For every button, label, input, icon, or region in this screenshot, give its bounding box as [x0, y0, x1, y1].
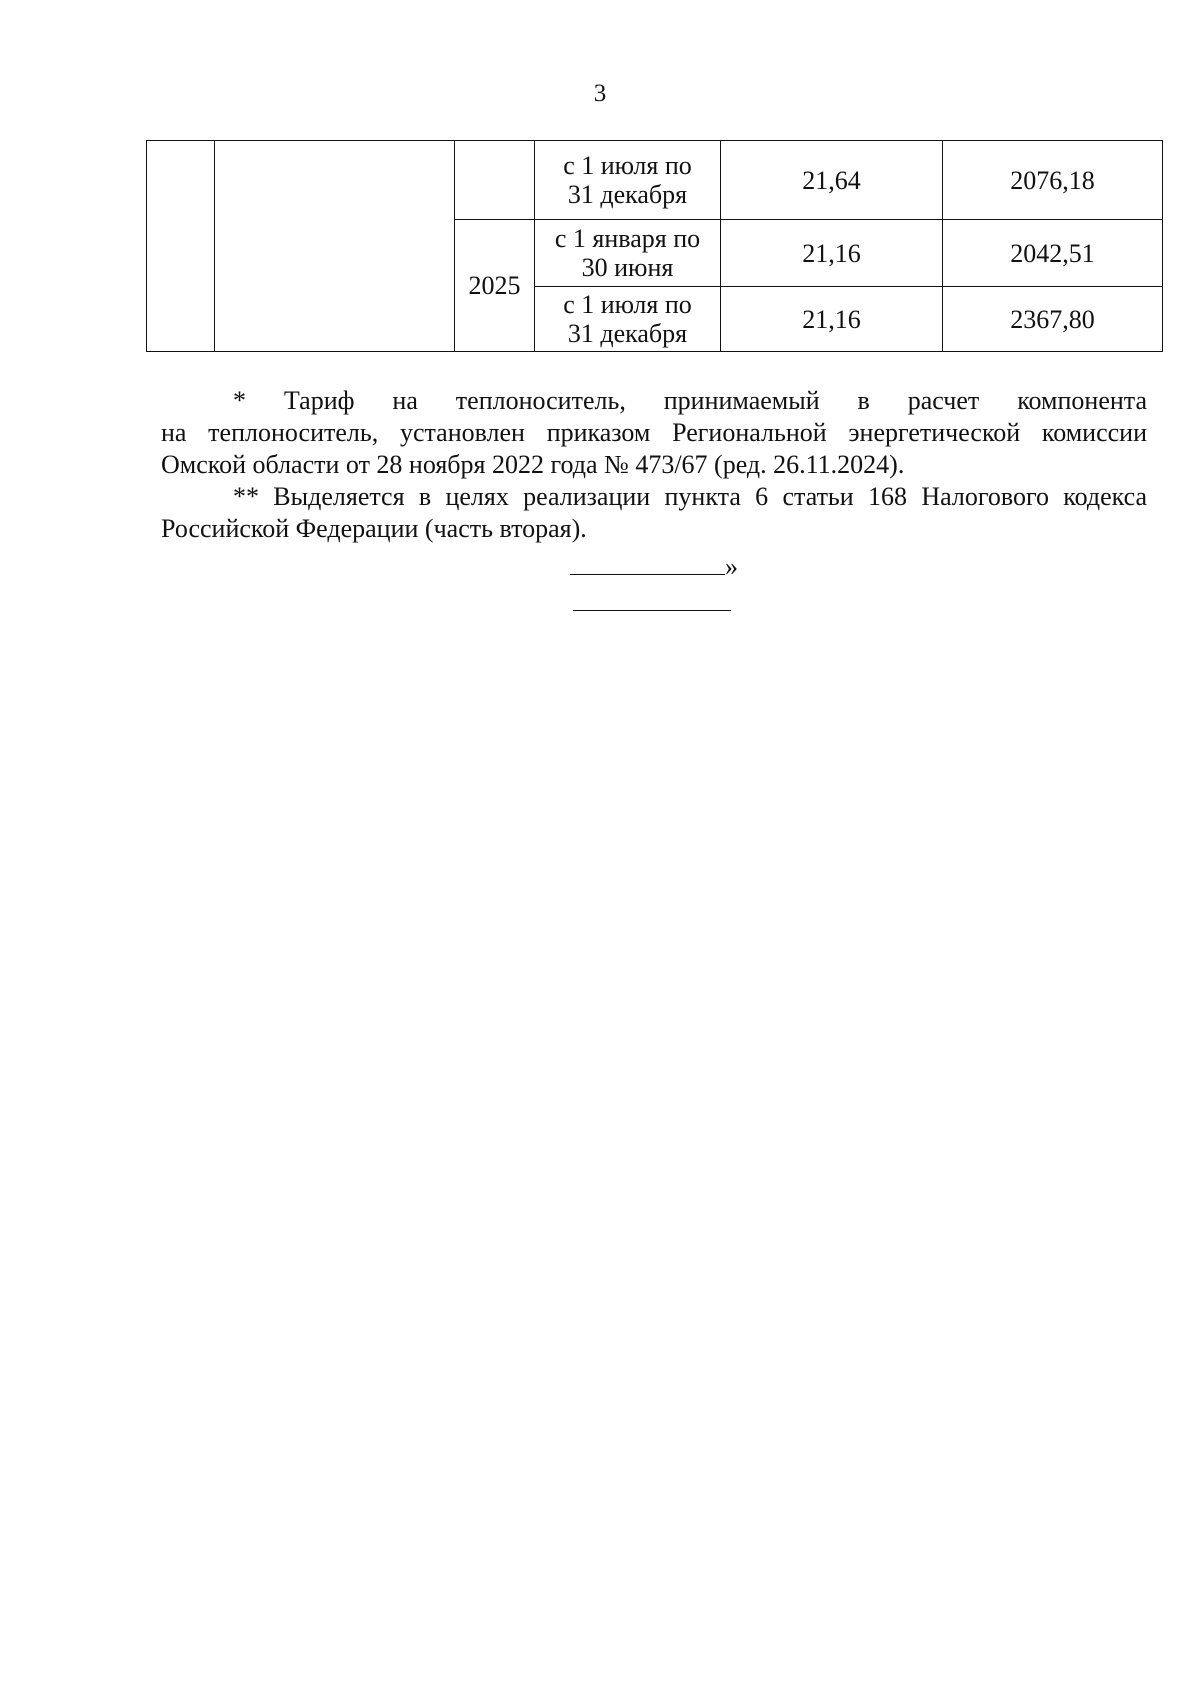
- period-line: с 1 января по: [554, 224, 701, 253]
- period-cell: [535, 141, 721, 220]
- year-cell-2025: 2025: [455, 220, 535, 352]
- period-line: 30 июня: [581, 253, 674, 282]
- blank-line: [570, 550, 725, 575]
- table-row: [147, 141, 1163, 220]
- value-cell: 2367,80: [943, 287, 1163, 352]
- end-rule: [573, 610, 731, 611]
- period-line: 31 декабря: [567, 180, 688, 209]
- period-cell: [535, 220, 721, 287]
- number-cell: [147, 141, 215, 352]
- footnote-2: ** Выделяется в целях реализации пункта 6 статьи 168 Налогового кодекса Российской Федерации (часть вторая).: [161, 482, 1147, 543]
- tariff-table: [146, 140, 1163, 352]
- closing-quote: »: [725, 552, 738, 581]
- value-cell: 21,16: [721, 220, 943, 287]
- value-cell: 2042,51: [943, 220, 1163, 287]
- organization-cell: [215, 141, 455, 352]
- year-cell-previous: [455, 141, 535, 220]
- footnotes: [161, 385, 1147, 545]
- footnote-1-first-line: * Тариф на теплоноситель, принимаемый в расчет компонента: [233, 386, 1147, 415]
- page-number: 3: [593, 80, 607, 107]
- period-line: с 1 июля по: [563, 290, 692, 319]
- period-line: 31 декабря: [567, 319, 688, 348]
- footnote-1-continuation: на теплоноситель, установлен приказом Региональной энергетической комиссии Омской области от 28 ноября 2022 года № 473/67 (ред. 26.11.2024).: [161, 418, 1147, 479]
- value-cell: 21,64: [721, 141, 943, 220]
- period-cell: [535, 287, 721, 352]
- value-cell: 21,16: [721, 287, 943, 352]
- closing-mark: [570, 550, 738, 582]
- value-cell: 2076,18: [943, 141, 1163, 220]
- period-line: с 1 июля по: [563, 151, 692, 180]
